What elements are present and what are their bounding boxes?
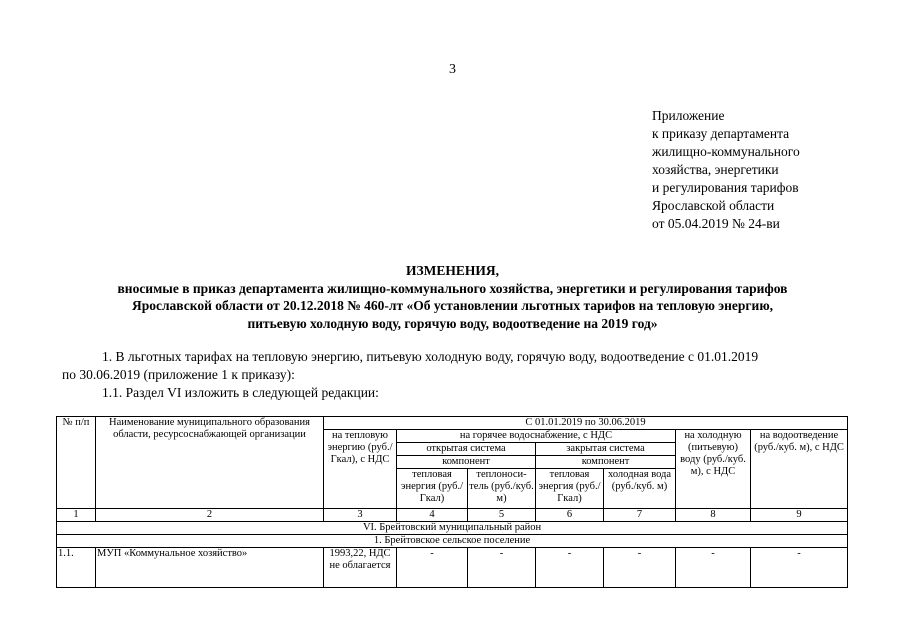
column-number: 1 [57, 509, 96, 522]
appendix-line: жилищно-коммунального [652, 144, 800, 159]
row-value: - [397, 548, 468, 588]
paragraph-2: 1.1. Раздел VI изложить в следующей редакции: [102, 385, 379, 400]
column-number: 4 [397, 509, 468, 522]
title-heading: ИЗМЕНЕНИЯ, [405, 263, 499, 278]
header-period: С 01.01.2019 по 30.06.2019 [324, 417, 848, 430]
column-number: 8 [676, 509, 751, 522]
header-open-carrier: теплоноси-тель (руб./куб. м) [468, 469, 536, 509]
table-row [57, 548, 848, 588]
header-cold-water: на холодную (питьевую) воду (руб./куб. м), с НДС [676, 430, 751, 509]
appendix-line: Приложение [652, 108, 725, 123]
appendix-block [652, 107, 800, 233]
title-line: питьевую холодную воду, горячую воду, водоотведение на 2019 год» [247, 315, 658, 331]
row-value: - [751, 548, 848, 588]
appendix-line: Ярославской области [652, 198, 775, 213]
header-closed-water: холодная вода (руб./куб. м) [604, 469, 676, 509]
title-line: вносимые в приказ департамента жилищно-коммунального хозяйства, энергетики и регулирования тарифов [117, 280, 788, 296]
appendix-line: и регулирования тарифов [652, 180, 799, 195]
appendix-line: к приказу департамента [652, 126, 790, 141]
row-value: - [536, 548, 604, 588]
row-value: - [468, 548, 536, 588]
section-row: VI. Брейтовский муниципальный район [57, 522, 848, 535]
title-line: Ярославской области от 20.12.2018 № 460-лт «Об установлении льготных тарифов на тепловую энергию, [131, 298, 774, 313]
header-component-open: компонент [397, 456, 536, 469]
header-heat: на тепловую энергию (руб./Гкал), с НДС [324, 430, 397, 509]
column-number: 9 [751, 509, 848, 522]
tariff-table [56, 416, 848, 588]
column-number: 2 [96, 509, 324, 522]
appendix-line: от 05.04.2019 № 24-ви [652, 216, 780, 231]
column-number: 3 [324, 509, 397, 522]
header-num: № п/п [57, 417, 96, 509]
row-organization: МУП «Коммунальное хозяйство» [96, 548, 324, 588]
header-drainage: на водоотведение (руб./куб. м), с НДС [751, 430, 848, 509]
column-number: 5 [468, 509, 536, 522]
header-closed-system: закрытая система [536, 443, 676, 456]
paragraph-1-line-2: по 30.06.2019 (приложение 1 к приказу): [62, 367, 295, 382]
page-number: 3 [449, 62, 456, 77]
appendix-line: хозяйства, энергетики [652, 162, 779, 177]
header-closed-heat-energy: тепловая энергия (руб./Гкал) [536, 469, 604, 509]
column-number: 7 [604, 509, 676, 522]
subsection-row: 1. Брейтовское сельское поселение [57, 535, 848, 548]
paragraph-1-line-1: 1. В льготных тарифах на тепловую энергию, питьевую холодную воду, горячую воду, водоотведение с 01.01.2019 [102, 349, 759, 364]
row-heat-value: 1993,22, НДС не облагается [324, 548, 397, 588]
document-title [60, 262, 845, 332]
header-open-heat-energy: тепловая энергия (руб./Гкал) [397, 469, 468, 509]
row-value: - [676, 548, 751, 588]
row-value: - [604, 548, 676, 588]
header-name: Наименование муниципального образования области, ресурсоснабжающей организации [96, 417, 324, 509]
column-number: 6 [536, 509, 604, 522]
row-number: 1.1. [57, 548, 96, 588]
header-open-system: открытая система [397, 443, 536, 456]
header-component-closed: компонент [536, 456, 676, 469]
header-hot-water: на горячее водоснабжение, с НДС [397, 430, 676, 443]
